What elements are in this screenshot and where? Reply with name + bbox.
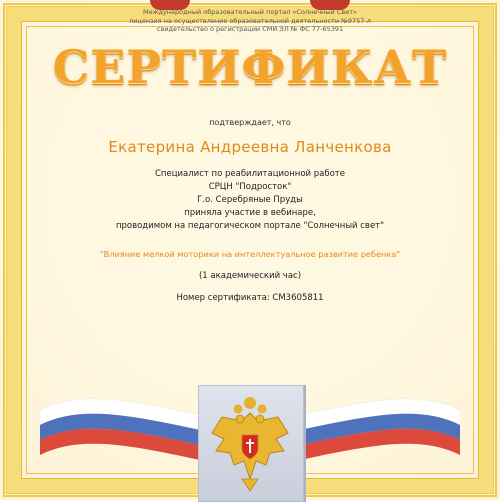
confirms-text: подтверждает, что (209, 118, 291, 127)
issuer-portal-name: Международный образовательный портал «Солнечный Свет» (143, 8, 357, 16)
body-city: Г.о. Серебряные Пруды (197, 195, 303, 205)
body-portal: проводимом на педагогическом портале "Солнечный свет" (115, 221, 385, 231)
coat-of-arms-icon (208, 395, 292, 495)
certificate-title: СЕРТИФИКАТ (52, 40, 448, 94)
issuer-header (0, 8, 500, 34)
body-organization: СРЦН "Подросток" (208, 182, 292, 192)
left-flag-ribbon (40, 399, 200, 460)
body-participation: приняла участие в вебинаре, (184, 208, 316, 218)
webinar-topic: "Влияние мелкой моторики на интеллектуальное развитие ребенка" (99, 249, 401, 259)
certificate-body (0, 168, 500, 233)
right-flag-ribbon (300, 399, 460, 460)
body-position: Специалист по реабилитационной работе (155, 169, 345, 179)
academic-hours: (1 академический час) (198, 271, 302, 281)
certificate-number: Номер сертификата: СМ3605811 (176, 293, 324, 303)
issuer-license: лицензия на осуществление образовательной деятельности №9757-л (129, 16, 371, 25)
issuer-media-registration: свидетельство о регистрации СМИ ЭЛ № ФС 77-65391 (156, 25, 344, 33)
recipient-name: Екатерина Андреевна Ланченкова (108, 138, 392, 156)
